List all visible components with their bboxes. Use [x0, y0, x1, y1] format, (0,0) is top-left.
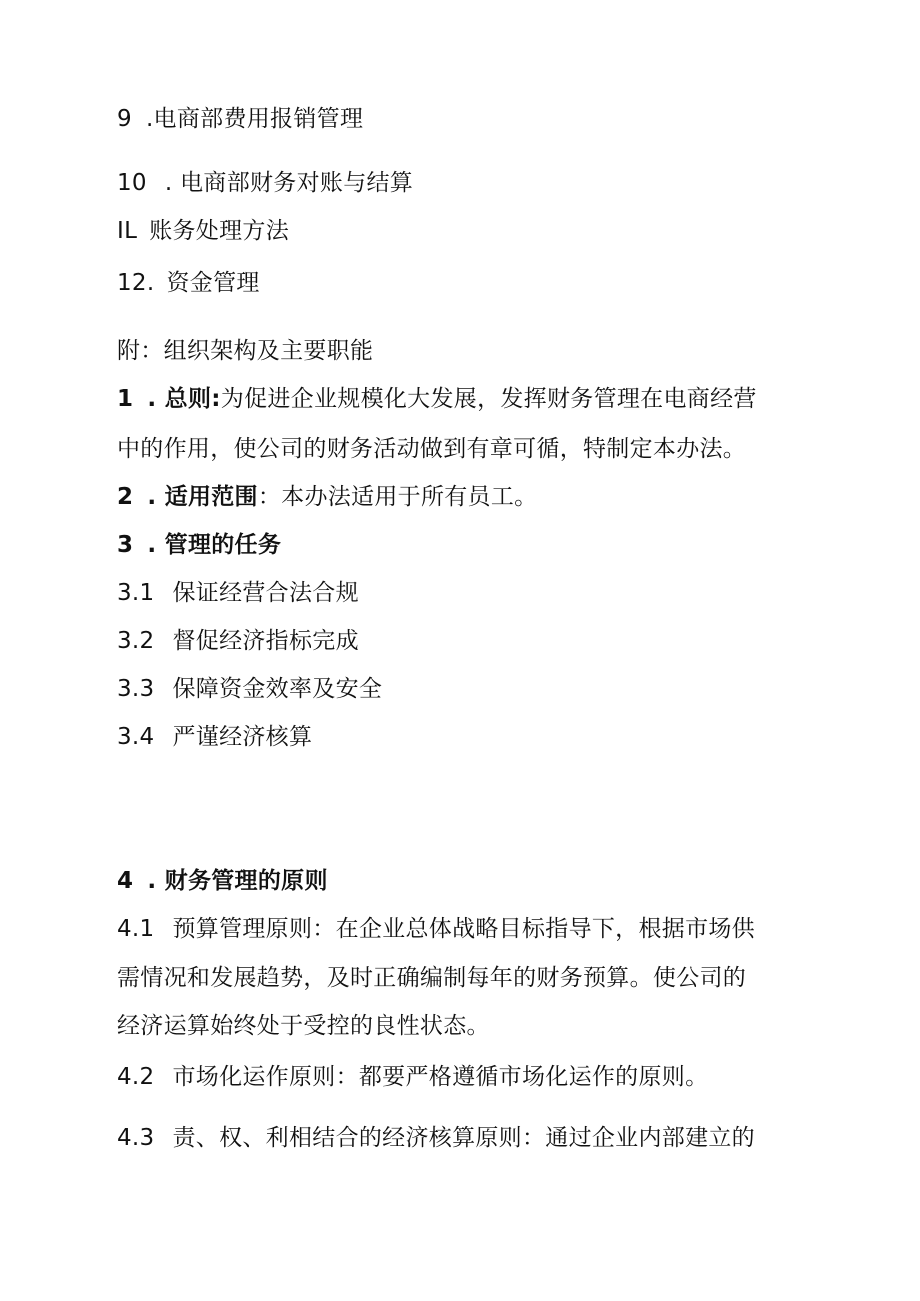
list-item-number: 4.2: [117, 1064, 155, 1090]
toc-appendix: [117, 336, 807, 366]
list-item: [117, 722, 807, 752]
principle-4-1-line-1: [117, 914, 807, 944]
list-item-text: 保障资金效率及安全: [172, 676, 383, 702]
principle-4-1-line-3: [117, 1011, 807, 1041]
section-2: [117, 482, 807, 512]
section-1-line-2: [117, 434, 807, 464]
list-item: [117, 578, 807, 608]
list-item-text: 保证经营合法合规: [172, 580, 359, 606]
toc-item-10: [117, 168, 807, 198]
section-number: 4: [117, 868, 134, 894]
toc-item-text: 账务处理方法: [149, 218, 290, 244]
toc-item-number: 9: [117, 106, 132, 132]
toc-item-number: 10: [117, 170, 147, 196]
list-item-number: 4.1: [117, 916, 155, 942]
section-heading: . 总则:: [147, 386, 221, 412]
list-item-number: 3.4: [117, 724, 155, 750]
section-number: 3: [117, 532, 134, 558]
toc-item-12: [117, 268, 807, 298]
list-item-number: 3.3: [117, 676, 155, 702]
section-3-heading: [117, 530, 807, 560]
list-item-text: 预算管理原则：在企业总体战略目标指导下，根据市场供: [172, 916, 755, 942]
list-item-text: 督促经济指标完成: [172, 628, 359, 654]
list-item-text: 市场化运作原则：都要严格遵循市场化运作的原则。: [172, 1064, 709, 1090]
list-item-number: 3.2: [117, 628, 155, 654]
section-body: 中的作用，使公司的财务活动做到有章可循，特制定本办法。: [117, 436, 747, 462]
toc-item-9: [117, 104, 807, 134]
section-4-heading: [117, 866, 807, 896]
toc-item-text: . 电商部财务对账与结算: [164, 170, 414, 196]
principle-4-2: [117, 1062, 807, 1092]
section-heading: . 财务管理的原则: [147, 868, 328, 894]
list-item: [117, 626, 807, 656]
principle-4-3: [117, 1123, 807, 1153]
toc-item-11: [117, 216, 807, 246]
section-body: ：本办法适用于所有员工。: [257, 484, 538, 510]
appendix-text: 附：组织架构及主要职能: [117, 338, 374, 364]
section-number: 1: [117, 386, 134, 412]
list-item-text: 经济运算始终处于受控的良性状态。: [117, 1013, 490, 1039]
toc-item-number: IL: [117, 218, 138, 244]
toc-item-text: .电商部费用报销管理: [145, 106, 364, 132]
section-number: 2: [117, 484, 134, 510]
section-heading: . 适用范围: [147, 484, 258, 510]
list-item-number: 3.1: [117, 580, 155, 606]
list-item: [117, 674, 807, 704]
principle-4-1-line-2: [117, 963, 807, 993]
toc-item-text: 资金管理: [166, 270, 260, 296]
section-body: 为促进企业规模化大发展，发挥财务管理在电商经营: [220, 386, 757, 412]
list-item-number: 4.3: [117, 1125, 155, 1151]
section-heading: . 管理的任务: [147, 532, 282, 558]
list-item-text: 严谨经济核算: [172, 724, 313, 750]
list-item-text: 需情况和发展趋势，及时正确编制每年的财务预算。使公司的: [117, 965, 747, 991]
list-item-text: 责、权、利相结合的经济核算原则：通过企业内部建立的: [172, 1125, 755, 1151]
section-1-line-1: [117, 384, 807, 414]
toc-item-number: 12.: [117, 270, 155, 296]
